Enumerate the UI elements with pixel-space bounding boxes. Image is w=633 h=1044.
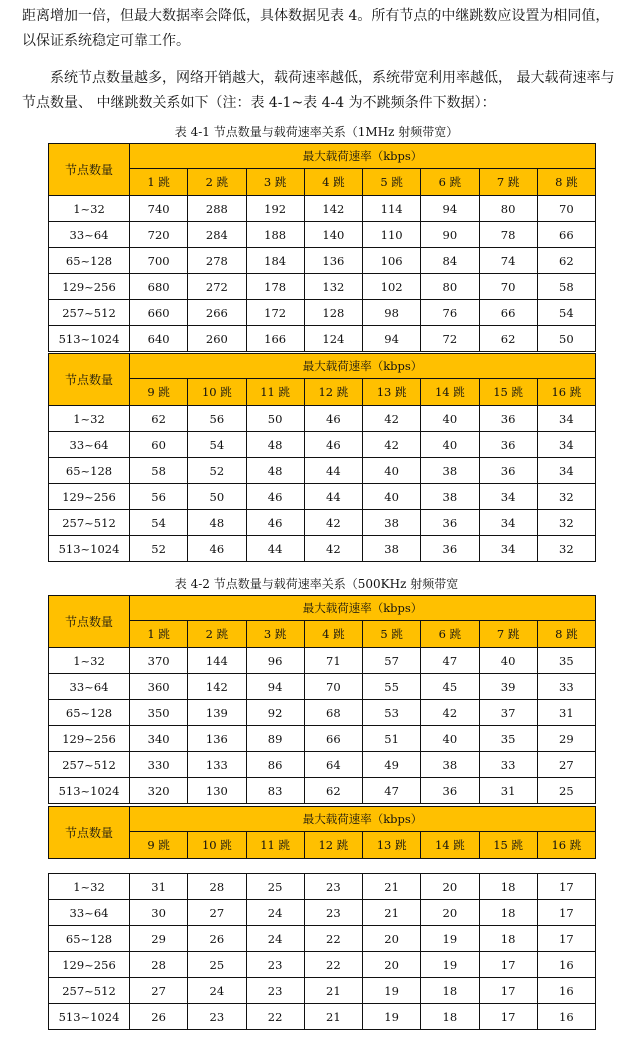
- rate-cell: 46: [188, 536, 246, 562]
- table-row: [49, 274, 596, 300]
- max-rate-header: 最大载荷速率（kbps）: [130, 807, 596, 832]
- rate-cell: 23: [304, 874, 362, 900]
- rate-cell: 284: [188, 222, 246, 248]
- hop-header: 6 跳: [421, 169, 479, 196]
- rate-cell: 260: [188, 326, 246, 352]
- rate-cell: 38: [421, 752, 479, 778]
- rate-cell: 36: [421, 510, 479, 536]
- rate-cell: 22: [304, 952, 362, 978]
- rate-cell: 64: [304, 752, 362, 778]
- rate-cell: 20: [363, 952, 421, 978]
- table-row: [49, 978, 596, 1004]
- hop-header: 15 跳: [479, 379, 537, 406]
- rate-cell: 139: [188, 700, 246, 726]
- node-count-header: 节点数量: [49, 354, 130, 406]
- rate-cell: 23: [246, 952, 304, 978]
- rate-cell: 34: [537, 406, 595, 432]
- rate-cell: 38: [421, 458, 479, 484]
- node-range-cell: 129~256: [49, 484, 130, 510]
- rate-cell: 72: [421, 326, 479, 352]
- rate-cell: 42: [363, 432, 421, 458]
- rate-cell: 47: [363, 778, 421, 804]
- rate-cell: 35: [479, 726, 537, 752]
- rate-cell: 57: [363, 648, 421, 674]
- rate-cell: 40: [421, 726, 479, 752]
- hop-header: 13 跳: [363, 379, 421, 406]
- node-range-cell: 513~1024: [49, 778, 130, 804]
- hop-header: 4 跳: [304, 621, 362, 648]
- rate-cell: 38: [363, 536, 421, 562]
- rate-cell: 16: [537, 952, 595, 978]
- node-range-cell: 33~64: [49, 432, 130, 458]
- table-row: [49, 248, 596, 274]
- rate-cell: 27: [537, 752, 595, 778]
- rate-cell: 36: [479, 406, 537, 432]
- rate-cell: 96: [246, 648, 304, 674]
- node-range-cell: 1~32: [49, 406, 130, 432]
- hop-header: 11 跳: [246, 832, 304, 859]
- rate-cell: 42: [304, 510, 362, 536]
- rate-cell: 26: [188, 926, 246, 952]
- rate-cell: 128: [304, 300, 362, 326]
- hop-header: 1 跳: [130, 169, 188, 196]
- node-range-cell: 1~32: [49, 648, 130, 674]
- rate-cell: 32: [537, 484, 595, 510]
- table-4-2-hops-9-16-header: [48, 806, 596, 859]
- node-count-header: 节点数量: [49, 807, 130, 859]
- hop-header: 1 跳: [130, 621, 188, 648]
- rate-cell: 133: [188, 752, 246, 778]
- rate-cell: 266: [188, 300, 246, 326]
- rate-cell: 21: [304, 1004, 362, 1030]
- rate-cell: 166: [246, 326, 304, 352]
- rate-cell: 62: [130, 406, 188, 432]
- rate-cell: 33: [479, 752, 537, 778]
- rate-cell: 58: [537, 274, 595, 300]
- rate-cell: 66: [479, 300, 537, 326]
- rate-cell: 18: [421, 978, 479, 1004]
- table-row: [49, 1004, 596, 1030]
- rate-cell: 27: [130, 978, 188, 1004]
- rate-cell: 44: [304, 484, 362, 510]
- hop-header: 14 跳: [421, 832, 479, 859]
- rate-cell: 70: [537, 196, 595, 222]
- rate-cell: 25: [188, 952, 246, 978]
- rate-cell: 34: [479, 484, 537, 510]
- table-row: [49, 926, 596, 952]
- rate-cell: 272: [188, 274, 246, 300]
- rate-cell: 62: [537, 248, 595, 274]
- rate-cell: 192: [246, 196, 304, 222]
- node-range-cell: 65~128: [49, 248, 130, 274]
- rate-cell: 34: [537, 432, 595, 458]
- rate-cell: 52: [130, 536, 188, 562]
- intro-paragraph: 距离增加一倍，但最大数据率会降低，具体数据见表 4。所有节点的中继跳数应设置为相同值，以保证系统稳定可靠工作。: [22, 8, 610, 49]
- node-range-cell: 129~256: [49, 726, 130, 752]
- rate-cell: 78: [479, 222, 537, 248]
- node-range-cell: 257~512: [49, 300, 130, 326]
- rate-cell: 136: [304, 248, 362, 274]
- node-range-cell: 1~32: [49, 196, 130, 222]
- rate-cell: 89: [246, 726, 304, 752]
- rate-cell: 66: [537, 222, 595, 248]
- rate-cell: 54: [130, 510, 188, 536]
- rate-cell: 36: [479, 432, 537, 458]
- rate-cell: 38: [421, 484, 479, 510]
- hop-header: 9 跳: [130, 379, 188, 406]
- rate-cell: 54: [537, 300, 595, 326]
- hop-header: 6 跳: [421, 621, 479, 648]
- rate-cell: 130: [188, 778, 246, 804]
- rate-cell: 640: [130, 326, 188, 352]
- rate-cell: 19: [421, 926, 479, 952]
- node-range-cell: 33~64: [49, 900, 130, 926]
- rate-cell: 24: [246, 900, 304, 926]
- max-rate-header: 最大载荷速率（kbps）: [130, 354, 596, 379]
- table-row: [49, 196, 596, 222]
- node-range-cell: 1~32: [49, 874, 130, 900]
- rate-cell: 27: [188, 900, 246, 926]
- rate-cell: 25: [537, 778, 595, 804]
- table-4-1-hops-1-8: [48, 143, 596, 352]
- rate-cell: 98: [363, 300, 421, 326]
- rate-cell: 17: [537, 874, 595, 900]
- rate-cell: 66: [304, 726, 362, 752]
- rate-cell: 62: [304, 778, 362, 804]
- rate-cell: 83: [246, 778, 304, 804]
- rate-cell: 33: [537, 674, 595, 700]
- rate-cell: 114: [363, 196, 421, 222]
- rate-cell: 35: [537, 648, 595, 674]
- table-row: [49, 536, 596, 562]
- node-range-cell: 257~512: [49, 510, 130, 536]
- rate-cell: 94: [246, 674, 304, 700]
- rate-cell: 320: [130, 778, 188, 804]
- table-4-2-caption: 表 4-2 节点数量与载荷速率关系（500KHz 射频带宽: [174, 577, 459, 591]
- rate-cell: 31: [130, 874, 188, 900]
- rate-cell: 17: [537, 900, 595, 926]
- rate-cell: 17: [479, 1004, 537, 1030]
- rate-cell: 18: [479, 900, 537, 926]
- node-count-header: 节点数量: [49, 596, 130, 648]
- table-row: [49, 484, 596, 510]
- max-rate-header: 最大载荷速率（kbps）: [130, 596, 596, 621]
- rate-cell: 80: [421, 274, 479, 300]
- table-row: [49, 874, 596, 900]
- rate-cell: 23: [246, 978, 304, 1004]
- rate-cell: 70: [304, 674, 362, 700]
- node-range-cell: 257~512: [49, 978, 130, 1004]
- table-row: [49, 752, 596, 778]
- rate-cell: 24: [246, 926, 304, 952]
- rate-cell: 660: [130, 300, 188, 326]
- rate-cell: 20: [363, 926, 421, 952]
- node-range-cell: 129~256: [49, 274, 130, 300]
- node-range-cell: 65~128: [49, 458, 130, 484]
- max-rate-header: 最大载荷速率（kbps）: [130, 144, 596, 169]
- rate-cell: 28: [130, 952, 188, 978]
- hop-header: 12 跳: [304, 379, 362, 406]
- rate-cell: 48: [246, 432, 304, 458]
- rate-cell: 142: [188, 674, 246, 700]
- rate-cell: 30: [130, 900, 188, 926]
- rate-cell: 34: [537, 458, 595, 484]
- hop-header: 8 跳: [537, 169, 595, 196]
- rate-cell: 370: [130, 648, 188, 674]
- rate-cell: 140: [304, 222, 362, 248]
- rate-cell: 188: [246, 222, 304, 248]
- hop-header: 2 跳: [188, 169, 246, 196]
- hop-header: 10 跳: [188, 832, 246, 859]
- table-row: [49, 300, 596, 326]
- rate-cell: 26: [130, 1004, 188, 1030]
- rate-cell: 178: [246, 274, 304, 300]
- rate-cell: 34: [479, 536, 537, 562]
- table-row: [49, 326, 596, 352]
- rate-cell: 70: [479, 274, 537, 300]
- rate-cell: 28: [188, 874, 246, 900]
- rate-cell: 19: [363, 1004, 421, 1030]
- rate-cell: 90: [421, 222, 479, 248]
- rate-cell: 39: [479, 674, 537, 700]
- rate-cell: 18: [421, 1004, 479, 1030]
- rate-cell: 37: [479, 700, 537, 726]
- hop-header: 3 跳: [246, 169, 304, 196]
- rate-cell: 142: [304, 196, 362, 222]
- rate-cell: 22: [304, 926, 362, 952]
- hop-header: 5 跳: [363, 169, 421, 196]
- rate-cell: 40: [363, 484, 421, 510]
- rate-cell: 18: [479, 874, 537, 900]
- rate-cell: 740: [130, 196, 188, 222]
- table-4-2-hops-1-8: [48, 595, 596, 804]
- hop-header: 13 跳: [363, 832, 421, 859]
- rate-cell: 84: [421, 248, 479, 274]
- rate-cell: 360: [130, 674, 188, 700]
- table-4-2-hops-9-16-body: [48, 873, 596, 1030]
- hop-header: 11 跳: [246, 379, 304, 406]
- rate-cell: 25: [246, 874, 304, 900]
- rate-cell: 20: [421, 874, 479, 900]
- rate-cell: 124: [304, 326, 362, 352]
- hop-header: 10 跳: [188, 379, 246, 406]
- rate-cell: 29: [537, 726, 595, 752]
- node-range-cell: 513~1024: [49, 536, 130, 562]
- hop-header: 14 跳: [421, 379, 479, 406]
- node-count-header: 节点数量: [49, 144, 130, 196]
- node-range-cell: 513~1024: [49, 1004, 130, 1030]
- rate-cell: 68: [304, 700, 362, 726]
- rate-cell: 34: [479, 510, 537, 536]
- rate-cell: 40: [363, 458, 421, 484]
- rate-cell: 21: [363, 874, 421, 900]
- rate-cell: 700: [130, 248, 188, 274]
- rate-cell: 23: [188, 1004, 246, 1030]
- rate-cell: 42: [363, 406, 421, 432]
- rate-cell: 51: [363, 726, 421, 752]
- rate-cell: 58: [130, 458, 188, 484]
- rate-cell: 340: [130, 726, 188, 752]
- table-row: [49, 510, 596, 536]
- rate-cell: 92: [246, 700, 304, 726]
- rate-cell: 46: [304, 432, 362, 458]
- hop-header: 16 跳: [537, 832, 595, 859]
- table-row: [49, 900, 596, 926]
- table-row: [49, 406, 596, 432]
- rate-cell: 46: [246, 510, 304, 536]
- rate-cell: 44: [304, 458, 362, 484]
- table-row: [49, 432, 596, 458]
- node-range-cell: 257~512: [49, 752, 130, 778]
- rate-cell: 36: [421, 778, 479, 804]
- rate-cell: 40: [421, 432, 479, 458]
- hop-header: 12 跳: [304, 832, 362, 859]
- rate-cell: 172: [246, 300, 304, 326]
- rate-cell: 56: [130, 484, 188, 510]
- rate-cell: 19: [363, 978, 421, 1004]
- rate-cell: 350: [130, 700, 188, 726]
- table-4-1-caption: 表 4-1 节点数量与载荷速率关系（1MHz 射频带宽）: [174, 125, 459, 139]
- rate-cell: 29: [130, 926, 188, 952]
- rate-cell: 45: [421, 674, 479, 700]
- rate-cell: 19: [421, 952, 479, 978]
- rate-cell: 38: [363, 510, 421, 536]
- rate-cell: 94: [363, 326, 421, 352]
- rate-cell: 16: [537, 978, 595, 1004]
- rate-cell: 136: [188, 726, 246, 752]
- rate-cell: 288: [188, 196, 246, 222]
- rate-cell: 53: [363, 700, 421, 726]
- rate-cell: 17: [479, 978, 537, 1004]
- table-4-1-hops-9-16: [48, 353, 596, 562]
- rate-cell: 31: [537, 700, 595, 726]
- rate-cell: 52: [188, 458, 246, 484]
- rate-cell: 36: [479, 458, 537, 484]
- node-range-cell: 33~64: [49, 222, 130, 248]
- node-range-cell: 65~128: [49, 700, 130, 726]
- table-row: [49, 778, 596, 804]
- rate-cell: 56: [188, 406, 246, 432]
- rate-cell: 40: [479, 648, 537, 674]
- rate-cell: 720: [130, 222, 188, 248]
- rate-cell: 102: [363, 274, 421, 300]
- rate-cell: 46: [246, 484, 304, 510]
- rate-cell: 21: [304, 978, 362, 1004]
- hop-header: 9 跳: [130, 832, 188, 859]
- table-row: [49, 674, 596, 700]
- rate-cell: 50: [246, 406, 304, 432]
- rate-cell: 16: [537, 1004, 595, 1030]
- rate-cell: 94: [421, 196, 479, 222]
- table-row: [49, 222, 596, 248]
- rate-cell: 22: [246, 1004, 304, 1030]
- hop-header: 16 跳: [537, 379, 595, 406]
- table-row: [49, 952, 596, 978]
- rate-cell: 18: [479, 926, 537, 952]
- rate-cell: 184: [246, 248, 304, 274]
- table-row: [49, 648, 596, 674]
- rate-cell: 24: [188, 978, 246, 1004]
- hop-header: 4 跳: [304, 169, 362, 196]
- hop-header: 15 跳: [479, 832, 537, 859]
- node-range-cell: 129~256: [49, 952, 130, 978]
- rate-cell: 278: [188, 248, 246, 274]
- rate-cell: 20: [421, 900, 479, 926]
- rate-cell: 17: [537, 926, 595, 952]
- rate-cell: 48: [188, 510, 246, 536]
- hop-header: 7 跳: [479, 169, 537, 196]
- node-range-cell: 65~128: [49, 926, 130, 952]
- hop-header: 3 跳: [246, 621, 304, 648]
- hop-header: 7 跳: [479, 621, 537, 648]
- rate-cell: 110: [363, 222, 421, 248]
- rate-cell: 132: [304, 274, 362, 300]
- node-range-cell: 33~64: [49, 674, 130, 700]
- rate-cell: 23: [304, 900, 362, 926]
- rate-cell: 32: [537, 510, 595, 536]
- node-range-cell: 513~1024: [49, 326, 130, 352]
- rate-cell: 144: [188, 648, 246, 674]
- rate-cell: 74: [479, 248, 537, 274]
- rate-cell: 80: [479, 196, 537, 222]
- rate-cell: 49: [363, 752, 421, 778]
- rate-cell: 42: [304, 536, 362, 562]
- hop-header: 8 跳: [537, 621, 595, 648]
- hop-header: 2 跳: [188, 621, 246, 648]
- rate-cell: 50: [188, 484, 246, 510]
- rate-cell: 42: [421, 700, 479, 726]
- rate-cell: 32: [537, 536, 595, 562]
- rate-cell: 48: [246, 458, 304, 484]
- rate-cell: 46: [304, 406, 362, 432]
- rate-cell: 54: [188, 432, 246, 458]
- rate-cell: 71: [304, 648, 362, 674]
- rate-cell: 55: [363, 674, 421, 700]
- table-row: [49, 726, 596, 752]
- rate-cell: 31: [479, 778, 537, 804]
- table-row: [49, 458, 596, 484]
- table-row: [49, 700, 596, 726]
- rate-cell: 60: [130, 432, 188, 458]
- rate-cell: 21: [363, 900, 421, 926]
- rate-cell: 680: [130, 274, 188, 300]
- rate-cell: 62: [479, 326, 537, 352]
- relation-paragraph: 系统节点数量越多，网络开销越大，载荷速率越低，系统带宽利用率越低， 最大载荷速率与节点数量、 中继跳数关系如下（注：表 4-1~表 4-4 为不跳频条件下数据）：: [22, 70, 615, 111]
- rate-cell: 106: [363, 248, 421, 274]
- rate-cell: 17: [479, 952, 537, 978]
- rate-cell: 50: [537, 326, 595, 352]
- hop-header: 5 跳: [363, 621, 421, 648]
- rate-cell: 47: [421, 648, 479, 674]
- rate-cell: 76: [421, 300, 479, 326]
- rate-cell: 44: [246, 536, 304, 562]
- rate-cell: 40: [421, 406, 479, 432]
- rate-cell: 86: [246, 752, 304, 778]
- rate-cell: 330: [130, 752, 188, 778]
- rate-cell: 36: [421, 536, 479, 562]
